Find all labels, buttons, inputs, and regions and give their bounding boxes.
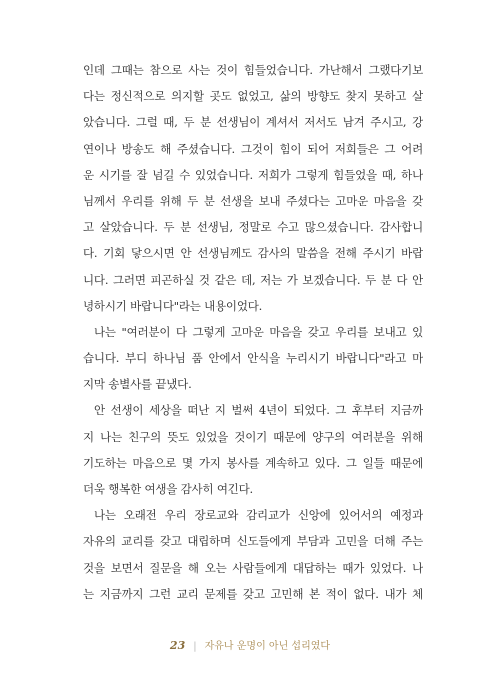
text-line: 습니다. 부디 하나님 품 안에서 안식을 누리시기 바랍니다"라고 마 xyxy=(83,351,423,366)
text-line: 기도하는 마음으로 몇 가지 봉사를 계속하고 있다. 그 일들 때문에 xyxy=(83,455,423,470)
text-line: 았습니다. 그럴 때, 두 분 선생님이 계셔서 저서도 남겨 주시고, 강 xyxy=(83,115,423,130)
text-line: 지 나는 친구의 뜻도 있었을 것이기 때문에 양구의 여러분을 위해 xyxy=(83,429,423,444)
text-line: 님께서 우리를 위해 두 분 선생을 보내 주셨다는 고마운 마음을 갖 xyxy=(83,193,423,208)
text-line: 다는 정신적으로 의지할 곳도 없었고, 삶의 방향도 찾지 못하고 살 xyxy=(83,89,423,104)
text-line: 운 시기를 잘 넘길 수 있었습니다. 저희가 그렇게 힘들었을 때, 하나 xyxy=(83,167,423,182)
text-line: 나는 오래전 우리 장로교와 감리교가 신앙에 있어서의 예정과 xyxy=(94,508,423,523)
text-line: 고 살았습니다. 두 분 선생님, 정말로 수고 많으셨습니다. 감사합니 xyxy=(83,220,423,235)
page-footer xyxy=(0,637,500,652)
text-line: 인데 그때는 참으로 사는 것이 힘들었습니다. 가난해서 그랬다기보 xyxy=(83,63,423,77)
text-line: 지막 송별사를 끝냈다. xyxy=(83,377,192,392)
text-line: 것을 보면서 질문을 해 오는 사람들에게 대답하는 때가 있었다. 나 xyxy=(83,560,423,575)
text-line: 는 지금까지 그런 교리 문제를 갖고 고민해 본 적이 없다. 내가 체 xyxy=(83,586,423,601)
text-line: 더욱 행복한 여생을 감사히 여긴다. xyxy=(83,482,254,496)
text-line: 다. 기회 닿으시면 안 선생님께도 감사의 말씀을 전해 주시기 바랍 xyxy=(83,246,423,261)
text-line: 연이나 방송도 해 주셨습니다. 그것이 힘이 되어 저희들은 그 어려 xyxy=(83,141,423,156)
text-line: 니다. 그러면 피곤하실 것 같은 데, 저는 가 보겠습니다. 두 분 다 안 xyxy=(83,272,423,287)
body-text xyxy=(83,57,423,607)
text-line: 안 선생이 세상을 떠난 지 벌써 4년이 되었다. 그 후부터 지금까 xyxy=(94,403,423,418)
text-line: 자유의 교리를 갖고 대립하며 신도들에게 부담과 고민을 더해 주는 xyxy=(83,534,423,549)
running-title: 자유나 운명이 아닌 섭리였다 xyxy=(204,641,331,652)
text-line: 녕하시기 바랍니다"라는 내용이었다. xyxy=(83,298,263,313)
footer-separator: | xyxy=(193,641,197,652)
page-number: 23 xyxy=(169,639,186,652)
text-line: 나는 "여러분이 다 그렇게 고마운 마음을 갖고 우리를 보내고 있 xyxy=(94,324,423,339)
